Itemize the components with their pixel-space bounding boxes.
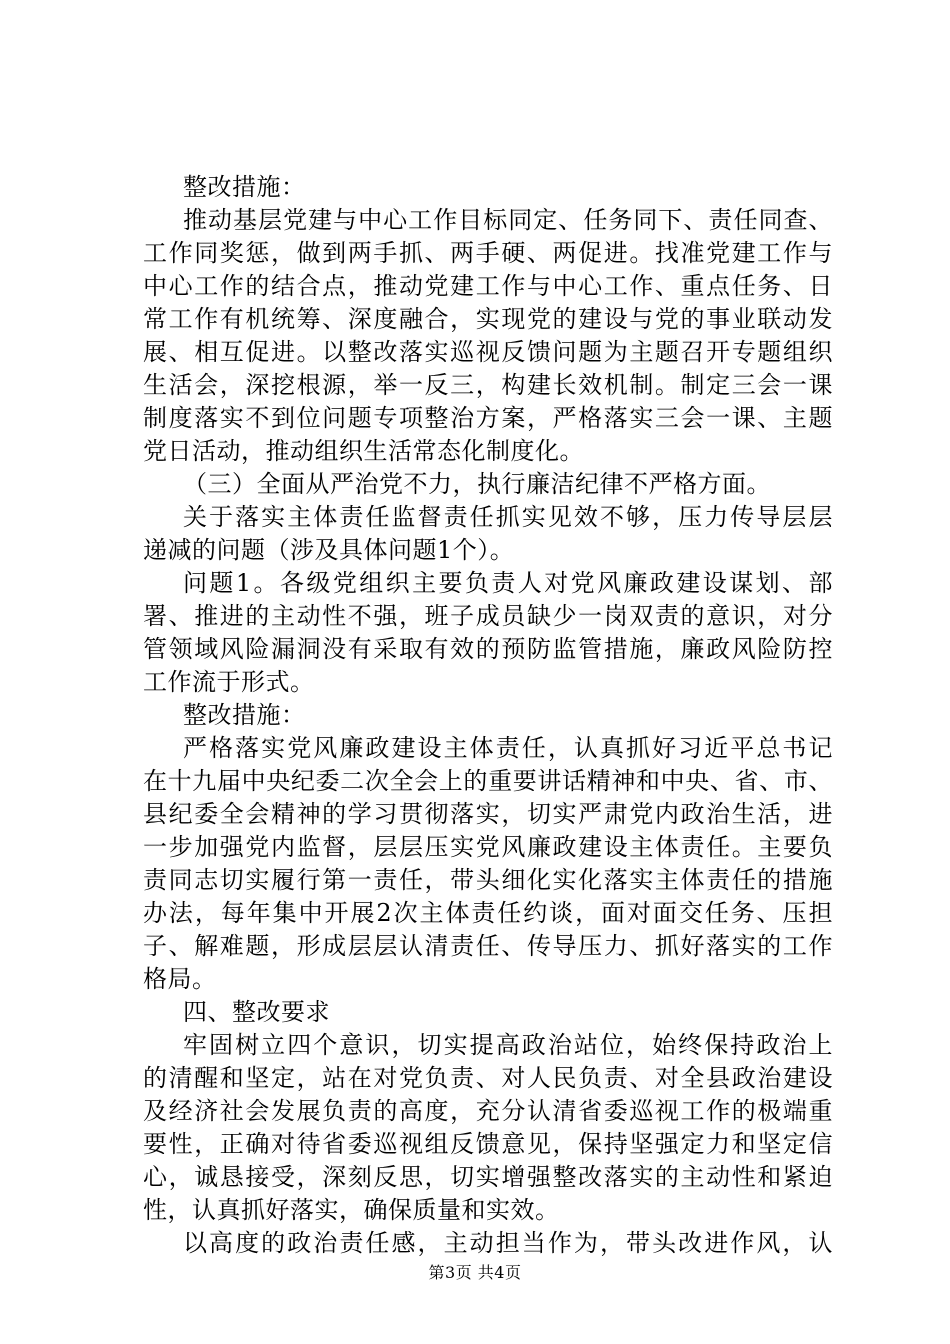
paragraph-line: 严格落实党风廉政建设主体责任，认真抓好习近平总书记 <box>183 734 833 762</box>
paragraph-line: 责同志切实履行第一责任，带头细化实化落实主体责任的措施 <box>143 866 833 894</box>
paragraph-line: 子、解难题，形成层层认清责任、传导压力、抓好落实的工作 <box>143 932 833 960</box>
paragraph-line: 制度落实不到位问题专项整治方案，严格落实三会一课、主题 <box>143 404 833 432</box>
paragraph-line: 署、推进的主动性不强，班子成员缺少一岗双责的意识，对分 <box>143 602 833 630</box>
paragraph-line: 在十九届中央纪委二次全会上的重要讲话精神和中央、省、市、 <box>143 767 833 795</box>
paragraph-line: 一步加强党内监督，层层压实党风廉政建设主体责任。主要负 <box>143 833 833 861</box>
paragraph-line: 中心工作的结合点，推动党建工作与中心工作、重点任务、日 <box>143 272 833 300</box>
paragraph-line: 工作流于形式。 <box>143 668 315 696</box>
paragraph-line: 管领域风险漏洞没有采取有效的预防监管措施，廉政风险防控 <box>143 635 833 663</box>
paragraph-line: 展、相互促进。以整改落实巡视反馈问题为主题召开专题组织 <box>143 338 833 366</box>
paragraph-line: 牢固树立四个意识，切实提高政治站位，始终保持政治上 <box>183 1031 833 1059</box>
section-heading-4: 四、整改要求 <box>183 998 330 1026</box>
paragraph-line: 关于落实主体责任监督责任抓实见效不够，压力传导层层 <box>183 503 833 531</box>
paragraph-line: 性，认真抓好落实，确保质量和实效。 <box>143 1196 560 1224</box>
paragraph-line: 及经济社会发展负责的高度，充分认清省委巡视工作的极端重 <box>143 1097 833 1125</box>
paragraph-line: 推动基层党建与中心工作目标同定、任务同下、责任同查、 <box>183 206 833 234</box>
paragraph-line: 工作同奖惩，做到两手抓、两手硬、两促进。找准党建工作与 <box>143 239 833 267</box>
paragraph-line: 递减的问题（涉及具体问题1个）。 <box>143 536 515 564</box>
paragraph-line: 常工作有机统筹、深度融合，实现党的建设与党的事业联动发 <box>143 305 833 333</box>
heading-rectification-measures: 整改措施： <box>183 173 306 201</box>
paragraph-line: 办法，每年集中开展2次主体责任约谈，面对面交任务、压担 <box>143 899 833 927</box>
paragraph-line: 格局。 <box>143 965 217 993</box>
section-heading-3: （三）全面从严治党不力，执行廉洁纪律不严格方面。 <box>183 470 771 498</box>
paragraph-line: 的清醒和坚定，站在对党负责、对人民负责、对全县政治建设 <box>143 1064 833 1092</box>
page-number: 第3页 共4页 <box>428 1263 522 1282</box>
heading-rectification-measures: 整改措施： <box>183 701 306 729</box>
paragraph-line: 党日活动，推动组织生活常态化制度化。 <box>143 437 584 465</box>
paragraph-line: 以高度的政治责任感，主动担当作为，带头改进作风，认 <box>183 1229 833 1257</box>
problem-1-line: 问题1。各级党组织主要负责人对党风廉政建设谋划、部 <box>183 569 833 597</box>
paragraph-line: 心，诚恳接受，深刻反思，切实增强整改落实的主动性和紧迫 <box>143 1163 833 1191</box>
paragraph-line: 县纪委全会精神的学习贯彻落实，切实严肃党内政治生活，进 <box>143 800 833 828</box>
paragraph-line: 生活会，深挖根源，举一反三，构建长效机制。制定三会一课 <box>143 371 833 399</box>
paragraph-line: 要性，正确对待省委巡视组反馈意见，保持坚强定力和坚定信 <box>143 1130 833 1158</box>
